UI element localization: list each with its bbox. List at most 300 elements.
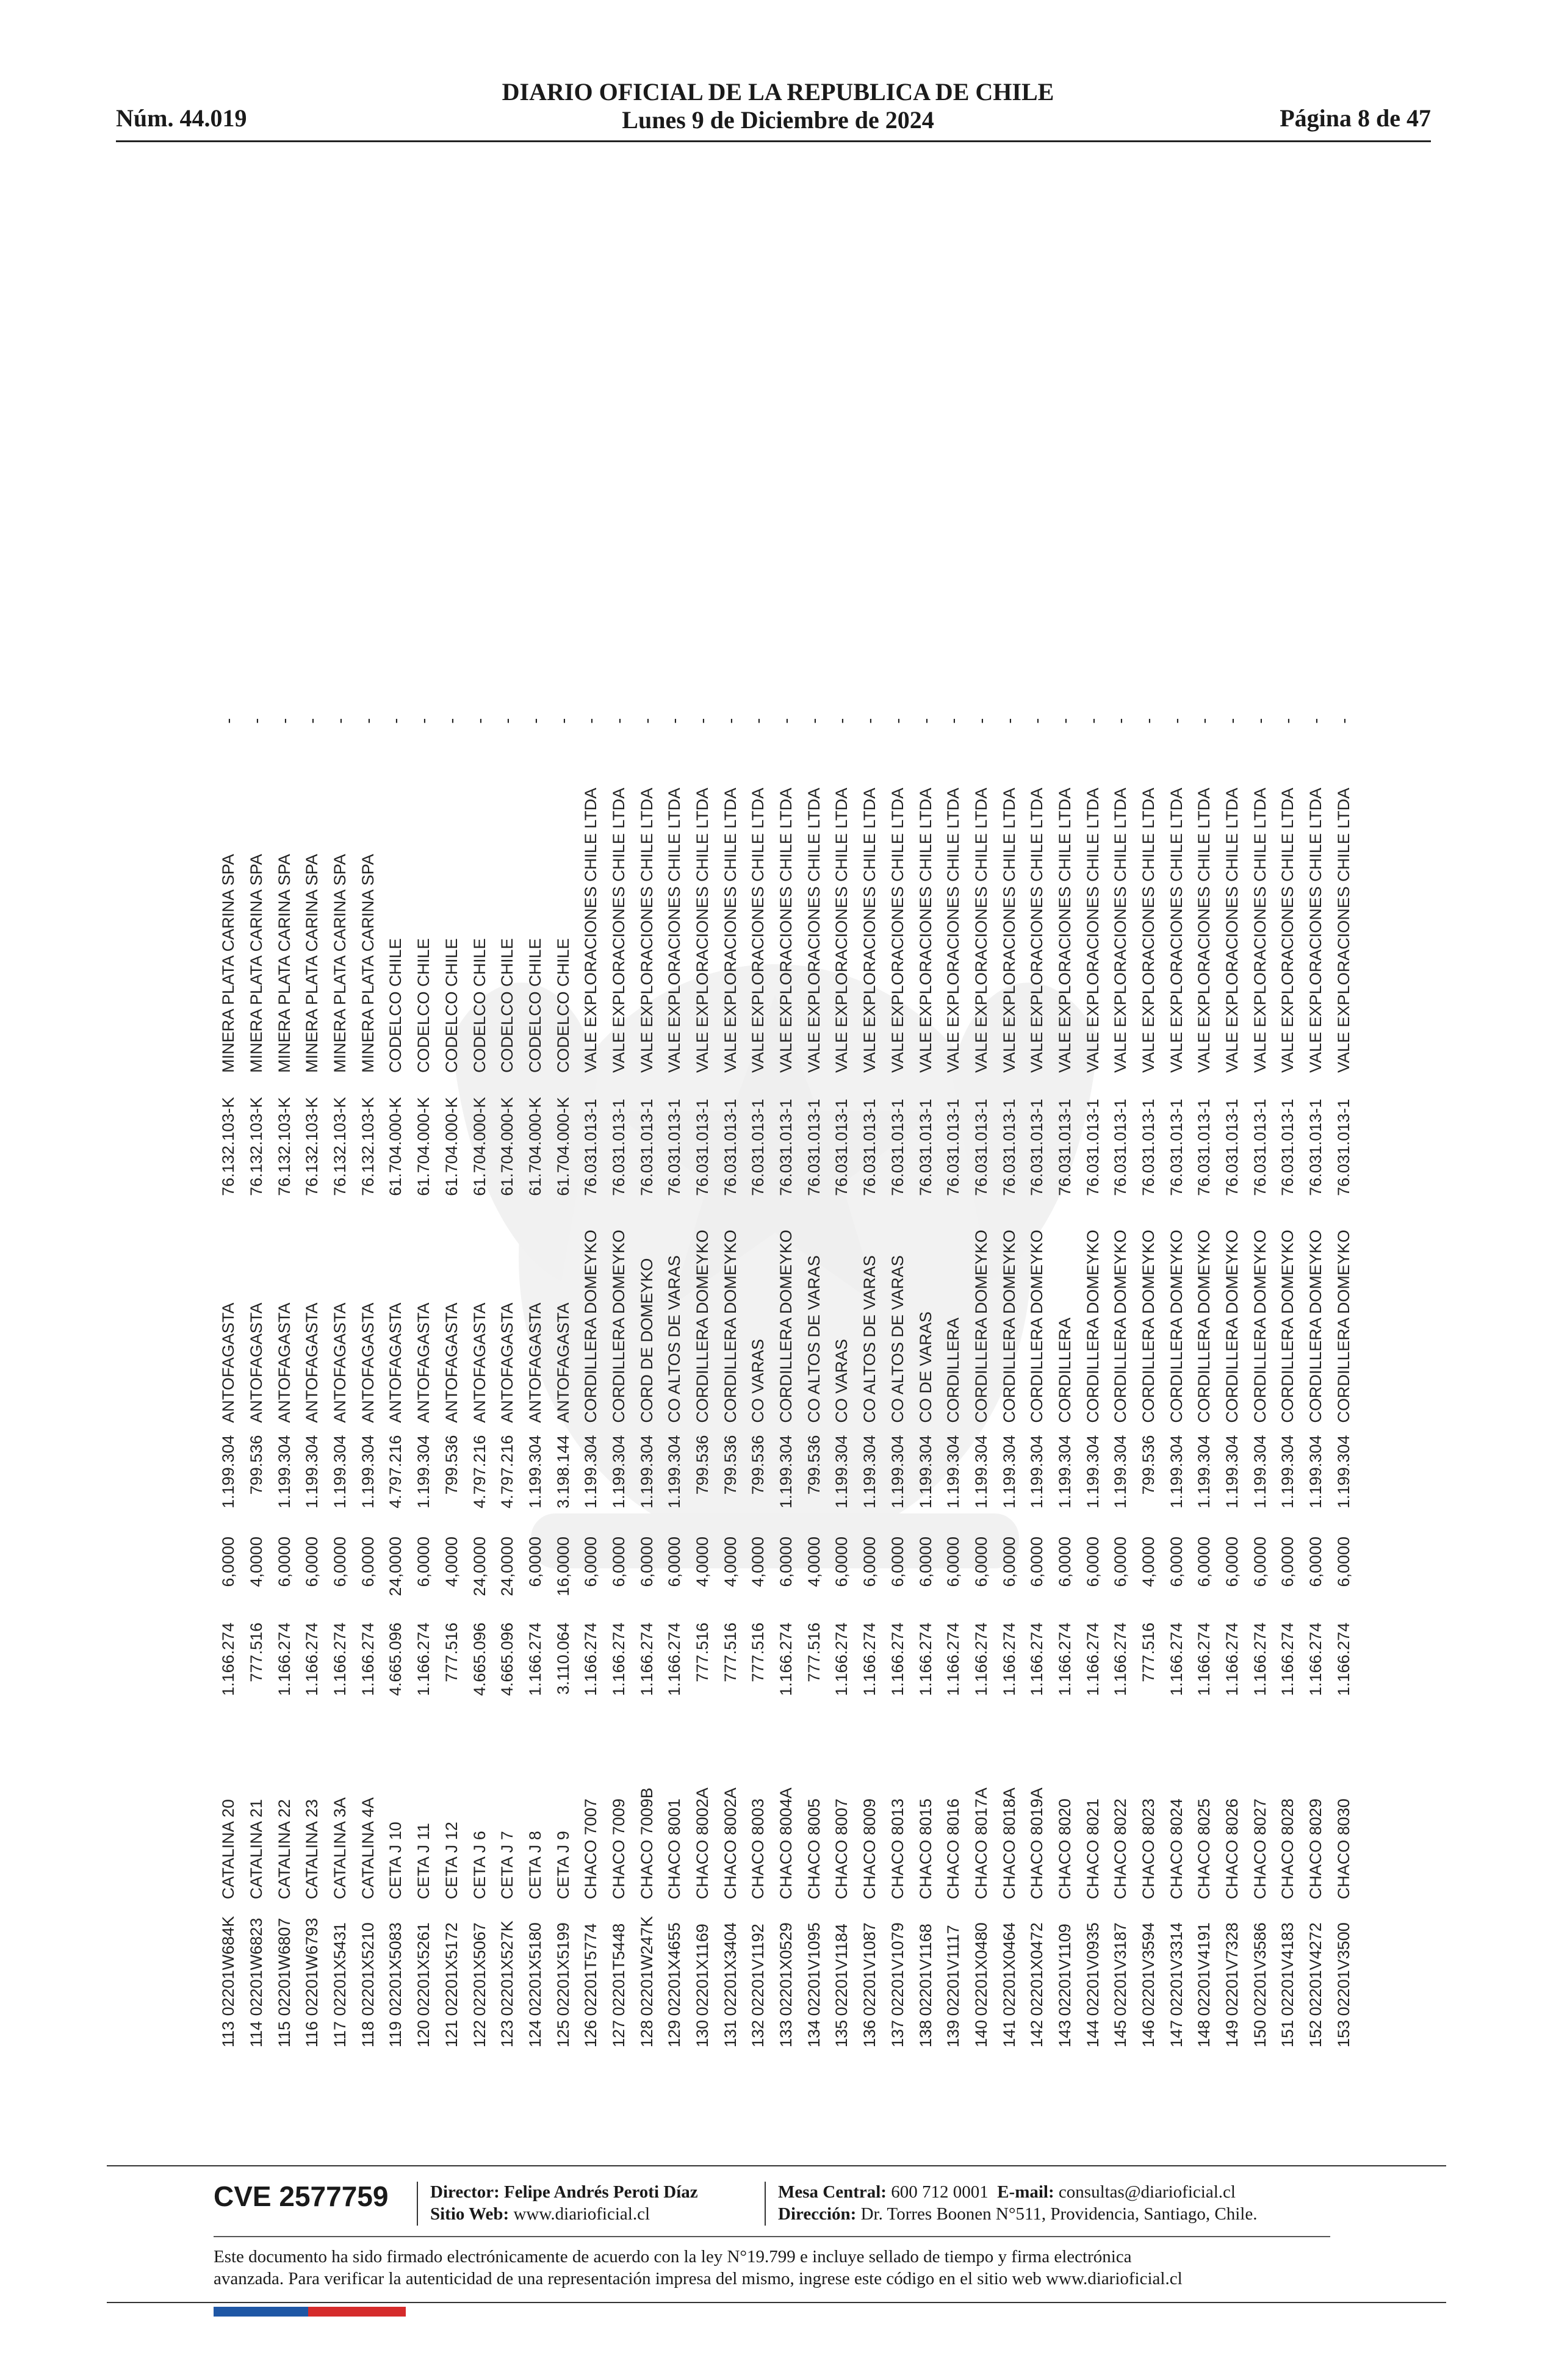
cell-rut: 76.031.013-1 [1139, 1098, 1158, 1196]
row-number: 124 [525, 2019, 544, 2047]
address-label: Dirección: [778, 2204, 857, 2224]
cell-total: 1.199.304 [1083, 1435, 1102, 1509]
cell-concession-name: CHACO 8002A [721, 1787, 740, 1900]
cell-rut: 76.031.013-1 [693, 1098, 712, 1196]
cell-rut: 76.031.013-1 [804, 1098, 823, 1196]
cell-location: CORDILLERA DOMEYKO [1139, 1230, 1158, 1423]
cell-owner: VALE EXPLORACIONES CHILE LTDA [860, 787, 879, 1073]
row-number: 128 [637, 2019, 656, 2047]
cell-factor: 6,0000 [1250, 1536, 1269, 1587]
email-label: E-mail: [997, 2182, 1054, 2202]
table-row [1162, 706, 1190, 2047]
cell-total: 1.199.304 [1055, 1435, 1074, 1509]
table-row [494, 706, 522, 2047]
table-row [410, 706, 438, 2047]
cell-owner: VALE EXPLORACIONES CHILE LTDA [637, 787, 656, 1073]
cell-rut: 76.031.013-1 [777, 1098, 796, 1196]
cell-dash: - [331, 718, 350, 724]
cell-rol: 02201V0935 [1083, 1922, 1102, 2016]
cell-amount: 1.166.274 [331, 1622, 350, 1696]
cell-rut: 61.704.000-K [386, 1097, 405, 1196]
cell-location: CORDILLERA DOMEYKO [777, 1230, 796, 1423]
footer-divider-mid [214, 2236, 1330, 2237]
row-number: 147 [1167, 2019, 1186, 2047]
row-number: 116 [303, 2021, 322, 2047]
cell-location: CORDILLERA DOMEYKO [582, 1230, 600, 1423]
table-row [1246, 706, 1274, 2047]
website-link[interactable]: www.diarioficial.cl [513, 2204, 650, 2224]
cell-rut: 61.704.000-K [470, 1097, 489, 1196]
publication-title: DIARIO OFICIAL DE LA REPUBLICA DE CHILE [502, 78, 1054, 106]
cell-dash: - [1055, 718, 1074, 724]
cell-rol: 02201X5210 [358, 1922, 377, 2016]
cell-concession-name: CHACO 8028 [1278, 1798, 1297, 1900]
cell-rut: 76.031.013-1 [1306, 1098, 1325, 1196]
cell-concession-name: CATALINA 3A [331, 1797, 350, 1900]
cell-location: CORD DE DOMEYKO [637, 1258, 656, 1423]
row-number: 140 [971, 2019, 990, 2047]
cell-factor: 6,0000 [331, 1536, 350, 1587]
cell-factor: 6,0000 [275, 1536, 294, 1587]
cell-amount: 777.516 [749, 1622, 768, 1682]
cell-rol: 02201X0464 [1000, 1922, 1018, 2016]
cell-concession-name: CHACO 8030 [1334, 1798, 1353, 1900]
cell-total: 799.536 [804, 1435, 823, 1495]
cell-dash: - [275, 718, 294, 724]
cell-dash: - [637, 718, 656, 724]
cell-total: 1.199.304 [777, 1435, 796, 1509]
cell-rut: 61.704.000-K [414, 1097, 433, 1196]
cell-concession-name: CHACO 8025 [1195, 1798, 1214, 1900]
cell-rol: 02201W6807 [275, 1917, 294, 2016]
cell-rol: 02201X4655 [665, 1922, 684, 2016]
mesa-label: Mesa Central: [778, 2182, 887, 2202]
cell-location: CORDILLERA DOMEYKO [1334, 1230, 1353, 1423]
table-row [354, 706, 382, 2047]
cell-rol: 02201V4191 [1195, 1922, 1214, 2016]
cell-amount: 777.516 [804, 1622, 823, 1682]
cell-total: 1.199.304 [414, 1435, 433, 1509]
cell-location: CORDILLERA DOMEYKO [609, 1230, 628, 1423]
cell-dash: - [386, 718, 405, 724]
row-number: 127 [609, 2019, 628, 2047]
table-row [605, 706, 633, 2047]
cell-owner: VALE EXPLORACIONES CHILE LTDA [804, 787, 823, 1073]
cell-amount: 1.166.274 [832, 1622, 851, 1696]
cell-location: CO ALTOS DE VARAS [665, 1255, 684, 1423]
legal-line: Este documento ha sido firmado electrónicamente de acuerdo con la ley N°19.799 e incluye sellado de tiempo y firma electrónica [214, 2247, 1132, 2266]
cell-amount: 1.166.274 [1306, 1622, 1325, 1696]
cell-rol: 02201V1168 [916, 1924, 935, 2016]
cell-owner: MINERA PLATA CARINA SPA [358, 854, 377, 1073]
cell-amount: 1.166.274 [582, 1622, 600, 1696]
cell-dash: - [1306, 718, 1325, 724]
cell-rut: 76.132.103-K [219, 1097, 238, 1196]
address-value: Dr. Torres Boonen N°511, Providencia, Santiago, Chile. [860, 2204, 1258, 2224]
cell-amount: 777.516 [721, 1622, 740, 1682]
cell-factor: 16,0000 [553, 1536, 572, 1596]
cell-dash: - [1000, 718, 1018, 724]
cell-concession-name: CHACO 7009 [609, 1798, 628, 1900]
cell-rut: 76.132.103-K [303, 1097, 322, 1196]
cell-concession-name: CHACO 7009B [637, 1787, 656, 1900]
cell-dash: - [1250, 718, 1269, 724]
cell-concession-name: CATALINA 4A [358, 1797, 377, 1900]
cell-concession-name: CHACO 8017A [971, 1787, 990, 1900]
cell-total: 799.536 [247, 1435, 266, 1495]
cell-factor: 6,0000 [1000, 1536, 1018, 1587]
cell-total: 1.199.304 [637, 1435, 656, 1509]
cell-owner: VALE EXPLORACIONES CHILE LTDA [888, 787, 907, 1073]
cell-owner: VALE EXPLORACIONES CHILE LTDA [832, 787, 851, 1073]
cell-owner: MINERA PLATA CARINA SPA [219, 854, 238, 1073]
cell-factor: 6,0000 [971, 1536, 990, 1587]
cell-concession-name: CHACO 8027 [1250, 1798, 1269, 1900]
cell-amount: 777.516 [1139, 1622, 1158, 1682]
row-number: 142 [1028, 2019, 1046, 2047]
cell-rol: 02201X5261 [414, 1922, 433, 2016]
row-number: 130 [693, 2019, 712, 2047]
cell-location: ANTOFAGASTA [275, 1302, 294, 1423]
footer-divider-top [107, 2165, 1446, 2166]
cell-concession-name: CHACO 8015 [916, 1798, 935, 1900]
concessions-table-rotated [215, 706, 1358, 2047]
cell-location: ANTOFAGASTA [331, 1302, 350, 1423]
cell-owner: VALE EXPLORACIONES CHILE LTDA [1000, 787, 1018, 1073]
cell-location: CO VARAS [749, 1339, 768, 1423]
row-number: 126 [582, 2019, 600, 2047]
concessions-table [215, 706, 1358, 2047]
cell-rol: 02201X5199 [553, 1922, 572, 2016]
table-row [270, 706, 298, 2047]
table-row [215, 706, 243, 2047]
cell-total: 1.199.304 [1306, 1435, 1325, 1509]
cell-factor: 6,0000 [1195, 1536, 1214, 1587]
cell-owner: CODELCO CHILE [470, 938, 489, 1073]
cell-dash: - [1139, 718, 1158, 724]
cell-rol: 02201V1184 [832, 1924, 851, 2016]
cell-amount: 1.166.274 [1028, 1622, 1046, 1696]
cell-concession-name: CHACO 8018A [1000, 1787, 1018, 1900]
cell-amount: 1.166.274 [1111, 1622, 1130, 1696]
row-number: 113 [219, 2021, 238, 2047]
cell-total: 1.199.304 [916, 1435, 935, 1509]
cell-rol: 02201W247K [637, 1916, 656, 2016]
website-label: Sitio Web: [430, 2204, 510, 2224]
table-row [438, 706, 466, 2047]
cell-rut: 76.031.013-1 [1000, 1098, 1018, 1196]
table-row [940, 706, 968, 2047]
cell-concession-name: CHACO 8004A [777, 1787, 796, 1900]
table-row [1274, 706, 1302, 2047]
cell-owner: MINERA PLATA CARINA SPA [331, 854, 350, 1073]
cell-concession-name: CETA J 9 [553, 1831, 572, 1900]
cell-rol: 02201V3314 [1167, 1922, 1186, 2016]
legal-notice [214, 2246, 1336, 2290]
cell-amount: 1.166.274 [525, 1622, 544, 1696]
cell-rut: 76.031.013-1 [971, 1098, 990, 1196]
cell-rut: 76.031.013-1 [1055, 1098, 1074, 1196]
cell-total: 4.797.216 [386, 1435, 405, 1509]
cell-location: CORDILLERA DOMEYKO [1195, 1230, 1214, 1423]
table-row [577, 706, 605, 2047]
footer-separator [417, 2182, 418, 2226]
cell-total: 1.199.304 [1028, 1435, 1046, 1509]
cell-factor: 4,0000 [721, 1536, 740, 1587]
row-number: 137 [888, 2019, 907, 2047]
cell-rol: 02201X527K [498, 1920, 517, 2016]
cell-rol: 02201X5067 [470, 1922, 489, 2016]
cell-rol: 02201T5774 [582, 1923, 600, 2016]
table-row [773, 706, 801, 2047]
cell-location: ANTOFAGASTA [553, 1302, 572, 1423]
cell-amount: 1.166.274 [1000, 1622, 1018, 1696]
cell-rut: 61.704.000-K [498, 1097, 517, 1196]
cell-dash: - [804, 718, 823, 724]
cell-factor: 6,0000 [582, 1536, 600, 1587]
cell-total: 3.198.144 [553, 1435, 572, 1509]
table-row [995, 706, 1023, 2047]
cell-total: 1.199.304 [1223, 1435, 1242, 1509]
cell-amount: 1.166.274 [1195, 1622, 1214, 1696]
table-row [1023, 706, 1051, 2047]
cell-dash: - [553, 718, 572, 724]
cell-owner: VALE EXPLORACIONES CHILE LTDA [1250, 787, 1269, 1073]
publication-date: Lunes 9 de Diciembre de 2024 [622, 106, 934, 134]
director-block [430, 2181, 698, 2225]
cell-dash: - [749, 718, 768, 724]
cell-rol: 02201X0472 [1028, 1922, 1046, 2016]
cell-amount: 1.166.274 [637, 1622, 656, 1696]
cell-concession-name: CHACO 7007 [582, 1798, 600, 1900]
cell-concession-name: CETA J 7 [498, 1831, 517, 1900]
cell-location: ANTOFAGASTA [247, 1302, 266, 1423]
cell-concession-name: CATALINA 23 [303, 1799, 322, 1900]
cell-rol: 02201V1109 [1055, 1924, 1074, 2016]
table-row [716, 706, 744, 2047]
cell-factor: 6,0000 [1111, 1536, 1130, 1587]
cell-rut: 76.031.013-1 [721, 1098, 740, 1196]
cell-rut: 76.031.013-1 [1278, 1098, 1297, 1196]
cell-rut: 76.031.013-1 [1083, 1098, 1102, 1196]
cell-total: 1.199.304 [525, 1435, 544, 1509]
cell-concession-name: CHACO 8026 [1223, 1798, 1242, 1900]
cell-total: 799.536 [721, 1435, 740, 1495]
cell-rut: 76.031.013-1 [1028, 1098, 1046, 1196]
cell-factor: 6,0000 [609, 1536, 628, 1587]
legal-line: avanzada. Para verificar la autenticidad de una representación impresa del mismo, ingrese este código en el sitio web www.diarioficial.cl [214, 2269, 1183, 2288]
cell-total: 1.199.304 [358, 1435, 377, 1509]
cell-amount: 3.110.064 [553, 1622, 572, 1695]
row-number: 152 [1306, 2019, 1325, 2047]
cell-owner: MINERA PLATA CARINA SPA [275, 854, 294, 1073]
cell-factor: 24,0000 [386, 1536, 405, 1596]
cell-rut: 76.132.103-K [331, 1097, 350, 1196]
cell-factor: 6,0000 [303, 1536, 322, 1587]
cell-location: CO ALTOS DE VARAS [888, 1255, 907, 1423]
cell-factor: 6,0000 [665, 1536, 684, 1587]
cell-factor: 4,0000 [247, 1536, 266, 1587]
cell-factor: 6,0000 [1306, 1536, 1325, 1587]
cell-amount: 1.166.274 [1055, 1622, 1074, 1696]
cell-total: 1.199.304 [971, 1435, 990, 1509]
cell-owner: CODELCO CHILE [553, 938, 572, 1073]
cell-dash: - [442, 718, 461, 724]
cell-factor: 6,0000 [777, 1536, 796, 1587]
cell-total: 1.199.304 [331, 1435, 350, 1509]
cell-factor: 6,0000 [1055, 1536, 1074, 1587]
cell-owner: VALE EXPLORACIONES CHILE LTDA [582, 787, 600, 1073]
cell-rut: 76.132.103-K [275, 1097, 294, 1196]
cell-owner: VALE EXPLORACIONES CHILE LTDA [1223, 787, 1242, 1073]
row-number: 145 [1111, 2019, 1130, 2047]
cell-location: ANTOFAGASTA [303, 1302, 322, 1423]
row-number: 144 [1083, 2019, 1102, 2047]
cell-location: ANTOFAGASTA [414, 1302, 433, 1423]
cell-location: ANTOFAGASTA [386, 1302, 405, 1423]
cell-owner: VALE EXPLORACIONES CHILE LTDA [1278, 787, 1297, 1073]
cell-concession-name: CHACO 8022 [1111, 1798, 1130, 1900]
cell-rol: 02201V1095 [804, 1922, 823, 2016]
cve-code: CVE 2577759 [214, 2180, 389, 2212]
cell-rol: 02201X5083 [386, 1922, 405, 2016]
director-name: Felipe Andrés Peroti Díaz [504, 2182, 698, 2202]
cell-location: CORDILLERA [1055, 1318, 1074, 1423]
flag-stripe-red [308, 2307, 406, 2317]
table-row [661, 706, 689, 2047]
cell-owner: VALE EXPLORACIONES CHILE LTDA [1083, 787, 1102, 1073]
row-number: 131 [721, 2019, 740, 2047]
cell-factor: 24,0000 [470, 1536, 489, 1596]
cell-factor: 6,0000 [944, 1536, 963, 1587]
cell-rut: 76.031.013-1 [1223, 1098, 1242, 1196]
cell-owner: CODELCO CHILE [414, 938, 433, 1073]
cell-dash: - [1223, 718, 1242, 724]
cell-rut: 76.031.013-1 [944, 1098, 963, 1196]
cell-owner: CODELCO CHILE [525, 938, 544, 1073]
cell-owner: VALE EXPLORACIONES CHILE LTDA [1111, 787, 1130, 1073]
table-row [1135, 706, 1163, 2047]
cell-factor: 6,0000 [916, 1536, 935, 1587]
table-row [1051, 706, 1079, 2047]
cell-dash: - [219, 718, 238, 724]
cell-rut: 76.031.013-1 [888, 1098, 907, 1196]
cell-location: CORDILLERA DOMEYKO [1000, 1230, 1018, 1423]
cell-rol: 02201X5172 [442, 1922, 461, 2016]
cell-total: 4.797.216 [470, 1435, 489, 1509]
cell-amount: 777.516 [442, 1622, 461, 1682]
cell-location: CORDILLERA DOMEYKO [1167, 1230, 1186, 1423]
table-row [1190, 706, 1219, 2047]
cell-concession-name: CHACO 8003 [749, 1798, 768, 1900]
mesa-phone: 600 712 0001 [891, 2182, 989, 2202]
cell-factor: 4,0000 [442, 1536, 461, 1587]
cell-dash: - [1083, 718, 1102, 724]
table-row [856, 706, 884, 2047]
cell-factor: 6,0000 [832, 1536, 851, 1587]
cell-rut: 76.031.013-1 [1195, 1098, 1214, 1196]
cell-amount: 1.166.274 [1083, 1622, 1102, 1696]
cell-owner: VALE EXPLORACIONES CHILE LTDA [777, 787, 796, 1073]
cell-dash: - [944, 718, 963, 724]
cell-location: ANTOFAGASTA [358, 1302, 377, 1423]
header-divider [116, 140, 1431, 142]
cell-factor: 6,0000 [219, 1536, 238, 1587]
row-number: 117 [331, 2021, 350, 2047]
cell-location: CO DE VARAS [916, 1311, 935, 1423]
table-row [968, 706, 996, 2047]
cell-amount: 1.166.274 [1223, 1622, 1242, 1696]
cell-concession-name: CHACO 8016 [944, 1798, 963, 1900]
table-row [1330, 706, 1358, 2047]
cell-total: 1.199.304 [303, 1435, 322, 1509]
cell-rut: 76.031.013-1 [1250, 1098, 1269, 1196]
cell-factor: 6,0000 [1278, 1536, 1297, 1587]
cell-concession-name: CATALINA 22 [275, 1799, 294, 1900]
cell-concession-name: CATALINA 21 [247, 1799, 266, 1900]
email-link[interactable]: consultas@diarioficial.cl [1058, 2182, 1236, 2202]
page-number: Página 8 de 47 [1280, 104, 1431, 132]
cell-amount: 1.166.274 [303, 1622, 322, 1696]
cell-concession-name: CHACO 8001 [665, 1798, 684, 1900]
cell-total: 1.199.304 [275, 1435, 294, 1509]
cell-rut: 76.031.013-1 [609, 1098, 628, 1196]
cell-rol: 02201V3500 [1334, 1922, 1353, 2016]
cell-dash: - [860, 718, 879, 724]
row-number: 135 [832, 2019, 851, 2047]
cell-location: ANTOFAGASTA [498, 1302, 517, 1423]
cell-total: 1.199.304 [1000, 1435, 1018, 1509]
cell-amount: 1.166.274 [777, 1622, 796, 1696]
table-row [1219, 706, 1247, 2047]
cell-dash: - [832, 718, 851, 724]
cell-rol: 02201T5448 [609, 1923, 628, 2016]
cell-total: 799.536 [749, 1435, 768, 1495]
row-number: 119 [386, 2021, 405, 2047]
row-number: 153 [1334, 2019, 1353, 2047]
table-row [1079, 706, 1107, 2047]
cell-concession-name: CHACO 8002A [693, 1787, 712, 1900]
cell-location: CORDILLERA DOMEYKO [1028, 1230, 1046, 1423]
cell-owner: VALE EXPLORACIONES CHILE LTDA [1055, 787, 1074, 1073]
table-row [243, 706, 271, 2047]
cell-factor: 6,0000 [1334, 1536, 1353, 1587]
cell-dash: - [303, 718, 322, 724]
row-number: 120 [414, 2019, 433, 2047]
cell-rut: 76.031.013-1 [832, 1098, 851, 1196]
cell-location: CORDILLERA DOMEYKO [1111, 1230, 1130, 1423]
cell-total: 799.536 [1139, 1435, 1158, 1495]
cell-rut: 76.132.103-K [358, 1097, 377, 1196]
cell-concession-name: CETA J 11 [414, 1823, 433, 1900]
cell-location: CO ALTOS DE VARAS [860, 1255, 879, 1423]
cell-dash: - [1195, 718, 1214, 724]
table-row [800, 706, 828, 2047]
cell-owner: VALE EXPLORACIONES CHILE LTDA [1334, 787, 1353, 1073]
cell-rol: 02201W6793 [303, 1917, 322, 2016]
cell-total: 4.797.216 [498, 1435, 517, 1509]
cell-owner: VALE EXPLORACIONES CHILE LTDA [1167, 787, 1186, 1073]
cell-rut: 76.031.013-1 [749, 1098, 768, 1196]
cell-rol: 02201V7328 [1223, 1922, 1242, 2016]
contact-block [778, 2181, 1257, 2225]
cell-rol: 02201X1169 [693, 1924, 712, 2016]
cell-concession-name: CATALINA 20 [219, 1799, 238, 1900]
cell-rut: 61.704.000-K [525, 1097, 544, 1196]
cell-owner: VALE EXPLORACIONES CHILE LTDA [749, 787, 768, 1073]
table-row [912, 706, 940, 2047]
row-number: 121 [442, 2019, 461, 2047]
